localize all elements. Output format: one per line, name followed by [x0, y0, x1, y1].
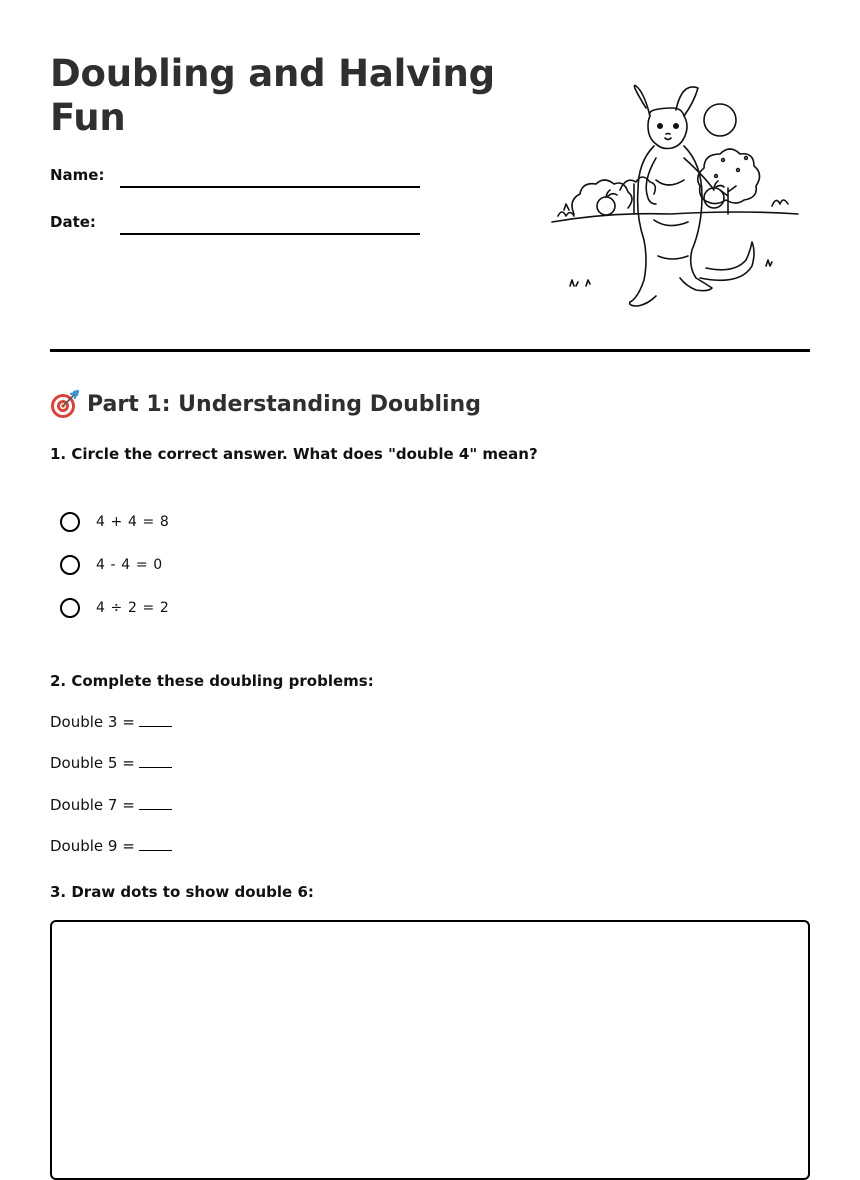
answer-option-1[interactable]	[60, 510, 169, 534]
part1-heading	[50, 388, 481, 420]
radio-circle[interactable]	[60, 512, 80, 532]
section-divider	[50, 349, 810, 352]
answer-blank[interactable]	[139, 838, 172, 851]
answer-option-label: 4 - 4 = 0	[96, 557, 163, 573]
radio-circle[interactable]	[60, 555, 80, 575]
answer-blank[interactable]	[139, 714, 172, 727]
doubling-problem-2	[50, 754, 172, 772]
kangaroo-illustration	[550, 80, 802, 308]
worksheet-title: Doubling and Halving Fun	[50, 52, 495, 139]
worksheet-page	[50, 0, 810, 1161]
radio-circle[interactable]	[60, 598, 80, 618]
doubling-problem-3	[50, 796, 172, 814]
name-field[interactable]	[120, 186, 420, 188]
date-label: Date:	[50, 213, 96, 231]
answer-option-label: 4 ÷ 2 = 2	[96, 600, 170, 616]
problem-text: Double 3 =	[50, 713, 135, 731]
answer-blank[interactable]	[139, 797, 172, 810]
answer-option-2[interactable]	[60, 553, 163, 577]
problem-text: Double 5 =	[50, 754, 135, 772]
doubling-problem-1	[50, 713, 172, 731]
problem-text: Double 9 =	[50, 837, 135, 855]
name-label: Name:	[50, 166, 105, 184]
answer-option-3[interactable]	[60, 596, 169, 620]
drawing-area[interactable]	[50, 920, 810, 1180]
problem-text: Double 7 =	[50, 796, 135, 814]
answer-option-label: 4 + 4 = 8	[96, 514, 170, 530]
doubling-problem-4	[50, 837, 172, 855]
date-field[interactable]	[120, 233, 420, 235]
question-2-prompt: 2. Complete these doubling problems:	[50, 672, 374, 690]
part1-title: Part 1: Understanding Doubling	[87, 391, 481, 417]
question-3-prompt: 3. Draw dots to show double 6:	[50, 883, 314, 901]
target-icon	[50, 389, 80, 419]
question-1-prompt: 1. Circle the correct answer. What does "double 4" mean?	[50, 445, 538, 463]
answer-blank[interactable]	[139, 755, 172, 768]
